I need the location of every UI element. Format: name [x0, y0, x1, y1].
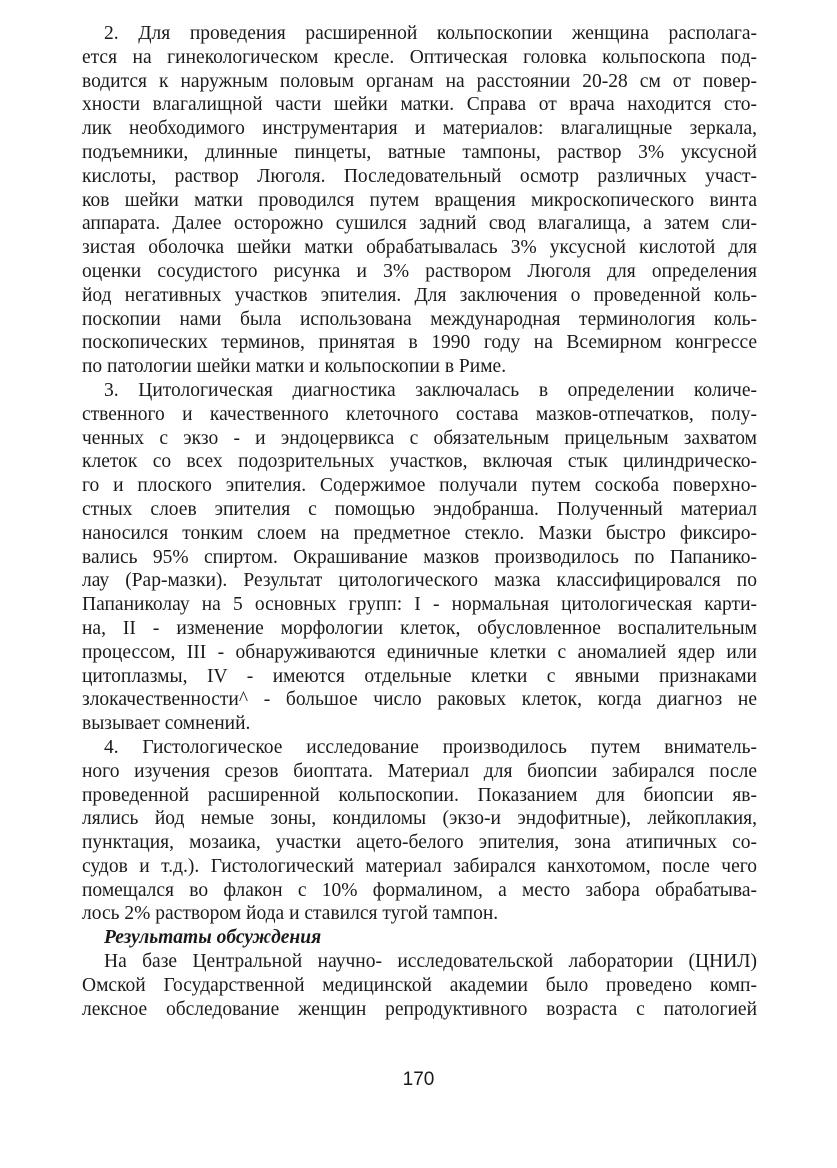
text-line: судов и т.д.). Гистологический материал забирался канхотомом, после чего: [82, 855, 757, 877]
text-line: процессом, III - обнаруживаются единичные клетки с аномалией ядер или: [82, 641, 757, 663]
text-line: ченных с экзо - и эндоцервикса с обязательным прицельным захватом: [82, 427, 757, 449]
paragraph-cytology: [82, 379, 757, 736]
text-line: аппарата. Далее осторожно сушился задний свод влагалища, а затем сли-: [82, 213, 757, 235]
text-line: 2. Для проведения расширенной кольпоскопии женщина располага-: [104, 23, 757, 44]
paragraph-results: [82, 950, 757, 1021]
text-line: ственного и качественного клеточного состава мазков-отпечатков, полу-: [82, 403, 757, 425]
text-line: вызывает сомнений.: [82, 713, 251, 735]
text-line: го и плоского эпителия. Содержимое получали путем соскоба поверхно-: [82, 475, 757, 497]
page-body: [82, 22, 757, 1021]
text-line: ется на гинекологическом кресле. Оптическая головка кольпоскопа под-: [82, 46, 757, 68]
text-line: ного изучения срезов биоптата. Материал для биопсии забирался после: [82, 760, 757, 782]
text-line: хности влагалищной части шейки матки. Справа от врача находится сто-: [82, 94, 757, 116]
page-number: 170: [402, 1069, 435, 1090]
section-heading: Результаты обсуждения: [104, 927, 322, 949]
text-line: На базе Центральной научно- исследовательской лаборатории (ЦНИЛ): [104, 951, 757, 973]
text-line: цитоплазмы, IV - имеются отдельные клетки с явными признаками: [82, 665, 757, 687]
text-line: наносился тонким слоем на предметное стекло. Мазки быстро фиксиро-: [82, 522, 757, 544]
paragraph-colposcopy: [82, 22, 757, 379]
text-line: лау (Pap-мазки). Результат цитологического мазка классифицировался по: [82, 570, 757, 592]
text-line: проведенной расширенной кольпоскопии. Показанием для биопсии яв-: [82, 784, 757, 806]
text-line: подъемники, длинные пинцеты, ватные тампоны, раствор 3% уксусной: [82, 141, 757, 163]
text-line: кислоты, раствор Люголя. Последовательный осмотр различных участ-: [82, 165, 757, 187]
text-line: йод негативных участков эпителия. Для заключения о проведенной коль-: [82, 284, 757, 306]
text-line: помещался во флакон с 10% формалином, а место забора обрабатыва-: [82, 879, 757, 901]
text-line: пунктация, мозаика, участки ацето-белого эпителия, зона атипичных со-: [82, 832, 757, 854]
text-line: клеток со всех подозрительных участков, включая стык цилиндрическо-: [82, 451, 757, 473]
text-line: на, II - изменение морфологии клеток, обусловленное воспалительным: [82, 617, 757, 639]
text-line: по патологии шейки матки и кольпоскопии в Риме.: [82, 356, 507, 378]
text-line: лось 2% раствором йода и ставился тугой тампон.: [82, 903, 499, 925]
text-line: лик необходимого инструментария и материалов: влагалищные зеркала,: [82, 118, 757, 140]
text-line: оценки сосудистого рисунка и 3% раствором Люголя для определения: [82, 260, 757, 282]
text-line: поскопии нами была использована международная терминология коль-: [82, 308, 757, 330]
text-line: Папаниколау на 5 основных групп: I - нормальная цитологическая карти-: [82, 594, 757, 616]
text-line: 3. Цитологическая диагностика заключалась в определении количе-: [104, 379, 757, 401]
text-line: ков шейки матки проводился путем вращения микроскопического винта: [82, 189, 757, 211]
text-line: водится к наружным половым органам на расстоянии 20-28 см от повер-: [82, 70, 757, 92]
text-line: зистая оболочка шейки матки обрабатывалась 3% уксусной кислотой для: [82, 237, 757, 259]
text-line: 4. Гистологическое исследование производилось путем вниматель-: [104, 736, 757, 758]
text-line: лялись йод немые зоны, кондиломы (экзо-и эндофитные), лейкоплакия,: [82, 808, 757, 830]
paragraph-histology: [82, 736, 757, 926]
text-line: поскопических терминов, принятая в 1990 году на Всемирном конгрессе: [82, 332, 757, 354]
text-line: вались 95% спиртом. Окрашивание мазков производилось по Папанико-: [82, 546, 757, 568]
text-line: злокачественности^ - большое число раковых клеток, когда диагноз не: [82, 689, 757, 711]
text-line: лексное обследование женщин репродуктивного возраста с патологией: [82, 998, 757, 1020]
text-line: Омской Государственной медицинской академии было проведено комп-: [82, 974, 757, 996]
text-line: стных слоев эпителия с помощью эндобранша. Полученный материал: [82, 498, 757, 520]
